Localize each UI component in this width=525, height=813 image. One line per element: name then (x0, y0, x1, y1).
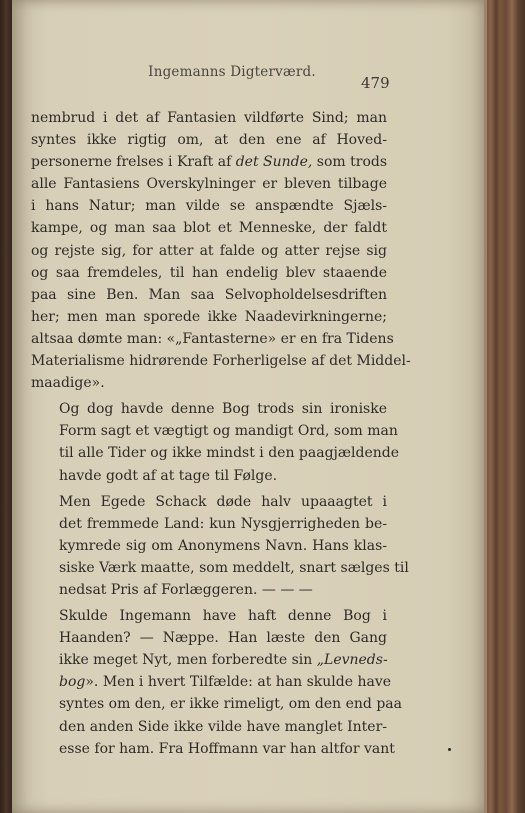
text-line: havde godt af at tage til Følge. (59, 467, 278, 484)
text-line: Materialisme hidrørende Forherligelse af det Middel- (31, 353, 411, 370)
text-line: og saa fremdeles, til han endelig blev staaende (31, 264, 387, 281)
text-line: altsaa dømte man: «„Fantasterne» er en fra Tidens (31, 330, 394, 347)
italic-text: „Levneds- (316, 652, 388, 669)
text-line: kampe, og man saa blot et Menneske, der faldt (31, 220, 387, 237)
paragraph (31, 605, 402, 760)
text-line: bog». Men i hvert Tilfælde: at han skulde have (59, 674, 392, 691)
text-line: nedsat Pris af Forlæggeren. — — — (59, 581, 313, 598)
text-line: syntes om den, er ikke rimeligt, om den end paa (59, 696, 402, 713)
text-line: syntes ikke rigtig om, at den ene af Hoved- (31, 132, 387, 149)
text-line: ikke meget Nyt, men forberedte sin „Levneds- (59, 652, 388, 669)
running-header (72, 64, 392, 80)
text-line: Haanden? — Næppe. Han læste den Gang (59, 630, 387, 647)
text-line: og rejste sig, for atter at falde og atter rejse sig (31, 242, 387, 259)
text-line: den anden Side ikke vilde have manglet Inter- (59, 718, 387, 735)
italic-text: bog (59, 674, 86, 691)
book-spine-edge (484, 0, 525, 813)
ink-speck (448, 748, 451, 751)
text-line: alle Fantasiens Overskylninger er bleven tilbage (31, 176, 387, 193)
text-line: siske Værk maatte, som meddelt, snart sælges til (59, 559, 409, 576)
text-line: kymrede sig om Anonymens Navn. Hans klas- (59, 537, 387, 554)
page-number: 479 (361, 74, 390, 92)
text-line: Og dog havde denne Bog trods sin ironiske (59, 401, 387, 418)
text-line: her; men man sporede ikke Naadevirkningerne; (31, 308, 387, 325)
page-edge-highlight (484, 0, 487, 813)
text-line: Form sagt et vægtigt og mandigt Ord, som man (59, 423, 398, 440)
text-line: i hans Natur; man vilde se anspændte Sjæls- (31, 198, 387, 215)
running-title: Ingemanns Digterværd. (148, 64, 316, 80)
text-line: Skulde Ingemann have haft denne Bog i (59, 608, 387, 625)
italic-text: det Sunde, (235, 154, 313, 171)
paragraph (31, 491, 409, 601)
text-line: esse for ham. Fra Hoffmann var han altfor vant (59, 740, 395, 757)
text-line: personerne frelses i Kraft af det Sunde, som trods (31, 154, 388, 171)
paragraph (31, 107, 411, 394)
text-line: Men Egede Schack døde halv upaaagtet i (59, 493, 387, 510)
text-line: det fremmede Land: kun Nysgjerrigheden be- (59, 515, 387, 532)
paragraph (31, 398, 400, 486)
text-line: maadige». (31, 375, 105, 392)
text-line: nembrud i det af Fantasien vildførte Sind; man (31, 110, 387, 126)
body-text (31, 107, 411, 764)
text-line: paa sine Ben. Man saa Selvopholdelsesdriften (31, 286, 387, 303)
text-line: til alle Tider og ikke mindst i den paagjældende (59, 445, 400, 462)
